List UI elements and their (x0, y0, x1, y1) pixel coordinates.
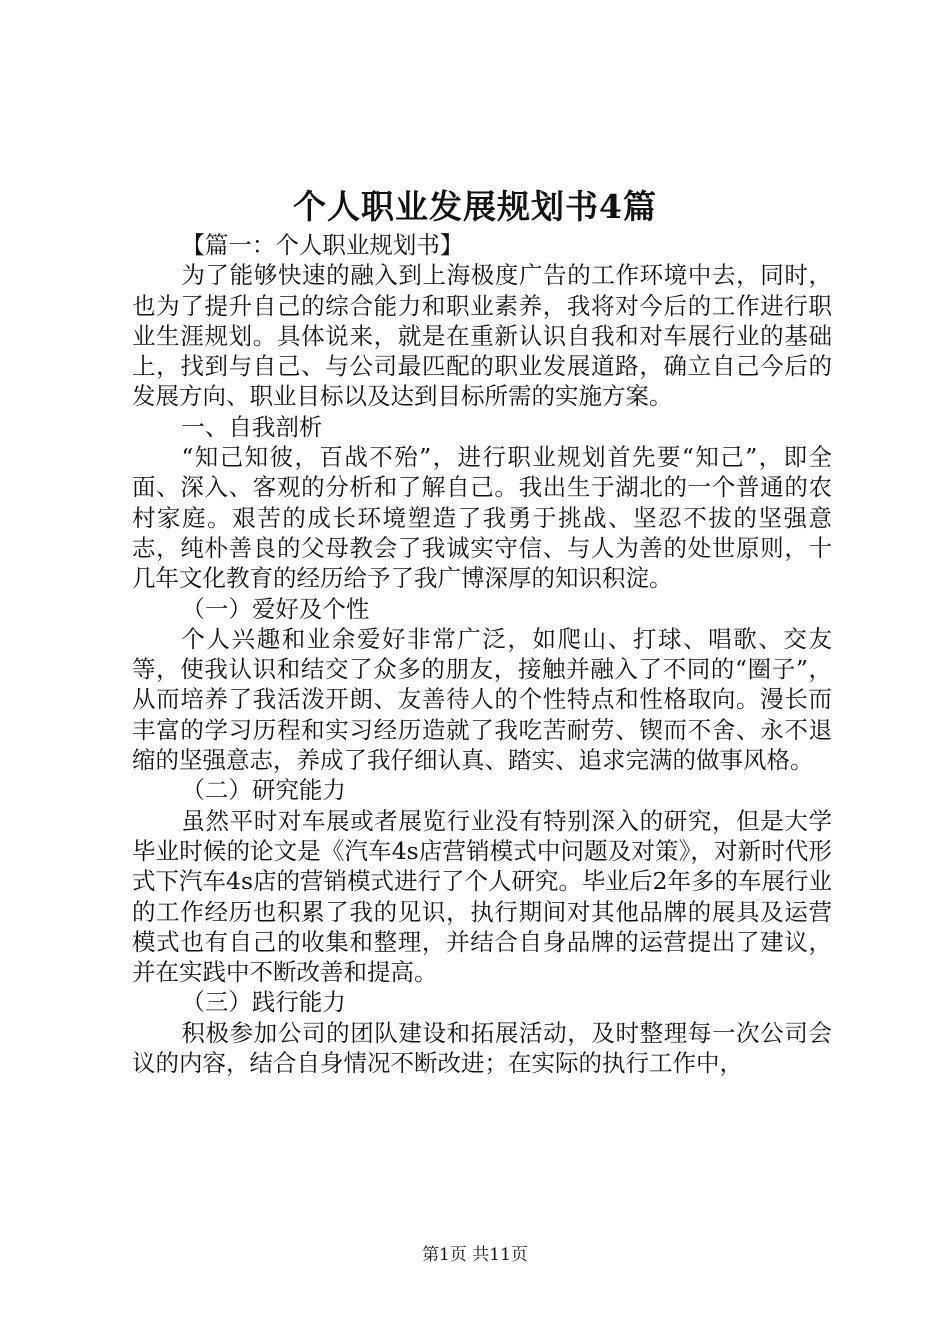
body-paragraph: 积极参加公司的团队建设和拓展活动，及时整理每一次公司会议的内容，结合自身情况不断改进；在实际的执行工作中， (132, 1018, 832, 1078)
section-heading: 【篇一：个人职业规划书】 (181, 231, 464, 259)
body-paragraph: 为了能够快速的融入到上海极度广告的工作环境中去，同时，也为了提升自己的综合能力和职业素养，我将对今后的工作进行职业生涯规划。具体说来，就是在重新认识自我和对车展行业的基础上，找到与自己、与公司最匹配的职业发展道路，确立自己今后的发展方向、职业目标以及达到目标所需的实施方案。 (132, 261, 832, 411)
document-title: 个人职业发展规划书4篇 (293, 187, 657, 226)
section-heading: （三）践行能力 (181, 988, 346, 1017)
section-heading: 一、自我剖析 (181, 412, 323, 441)
document-body (132, 230, 832, 1078)
body-paragraph: 个人兴趣和业余爱好非常广泛，如爬山、打球、唱歌、交友等，使我认识和结交了众多的朋友，接触并融入了不同的“圈子”，从而培养了我活泼开朗、友善待人的个性特点和性格取向。漫长而丰富的学习历程和实习经历造就了我吃苦耐劳、锲而不舍、永不退缩的坚强意志，养成了我仔细认真、踏实、追求完满的做事风格。 (132, 624, 832, 775)
section-heading: （二）研究能力 (181, 776, 346, 805)
body-paragraph: “知己知彼，百战不殆”，进行职业规划首先要“知己”，即全面、深入、客观的分析和了解自己。我出生于湖北的一个普通的农村家庭。艰苦的成长环境塑造了我勇于挑战、坚忍不拔的坚强意志，纯朴善良的父母教会了我诚实守信、与人为善的处世原则，十几年文化教育的经历给予了我广博深厚的知识积淀。 (132, 443, 832, 593)
body-paragraph: 虽然平时对车展或者展览行业没有特别深入的研究，但是大学毕业时候的论文是《汽车4s店营销模式中问题及对策》，对新时代形式下汽车4s店的营销模式进行了个人研究。毕业后2年多的车展行业的工作经历也积累了我的见识，执行期间对其他品牌的展具及运营模式也有自己的收集和整理，并结合自身品牌的运营提出了建议，并在实践中不断改善和提高。 (132, 806, 832, 987)
page-footer: 第1页 共11页 (422, 1245, 528, 1265)
section-heading: （一）爱好及个性 (181, 594, 370, 623)
